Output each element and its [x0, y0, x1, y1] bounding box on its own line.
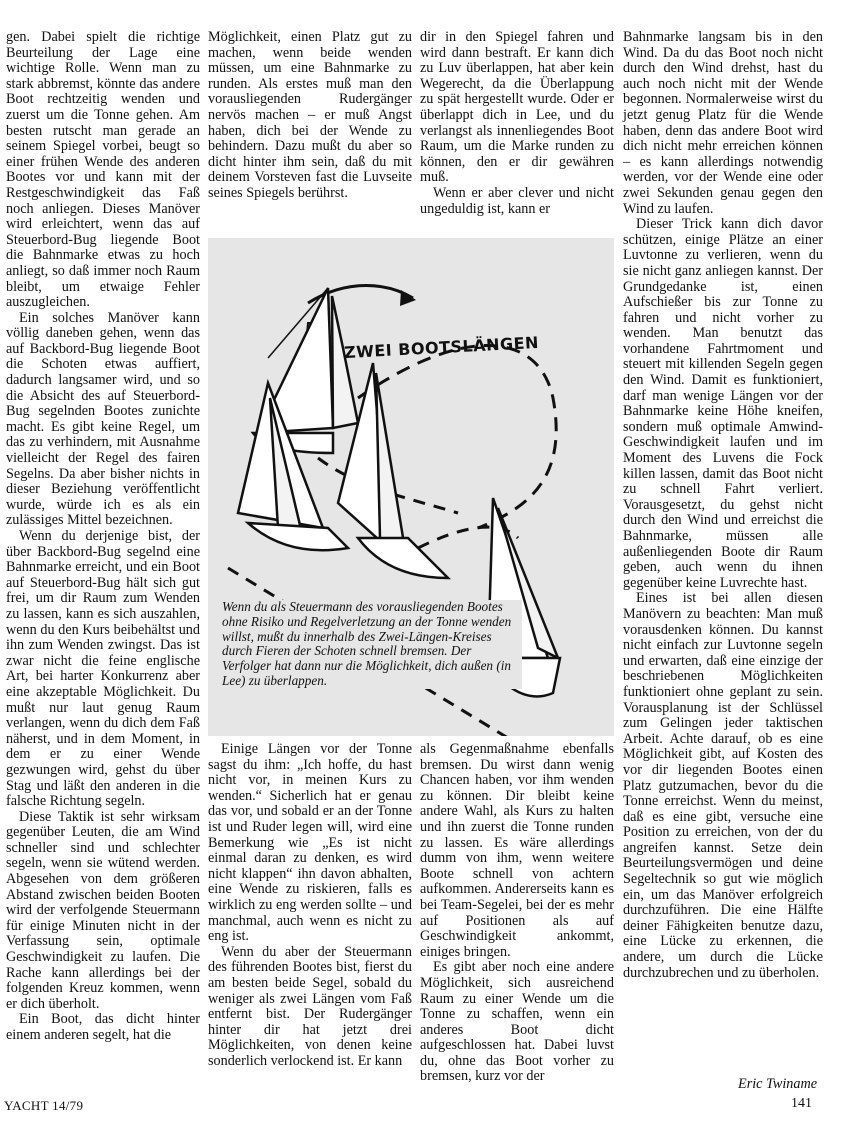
paragraph: Dieser Trick kann dich davor schützen, einige Plätze an einer Luvtonne zu verlieren, wenn du sie nicht ganz anliegen kannst. Der Grundgedanke ist, einen Aufschießer bis zur Tonne zu fahren und nicht vorher zu wenden. Man benutzt das vorhandene Fahrtmoment und steuert mit killenden Segeln gegen den Wind. Damit es funktioniert, darf man wenige Längen vor der Bahnmarke keine Höhe kneifen, sondern muß optimale Amwind-Geschwindigkeit laufen und im Moment des Luvens die Fock killen lassen, damit das Boot nicht zu schnell Fahrt verliert. Vorausgesetzt, du gehst nicht durch den Wind und erreichst die Bahnmarke, müssen alle außenliegenden Boote dir Raum geben, auch wenn du ihnen gegenüber keine Luvrechte hast.: [623, 216, 823, 591]
paragraph: Wenn er aber clever und nicht ungeduldig ist, kann er: [420, 184, 614, 217]
sailing-illustration: [208, 238, 614, 736]
paragraph: gen. Dabei spielt die richtige Beurteilung der Lage eine wichtige Rolle. Wenn man zu stark abbremst, könnte das andere Boot rechtzeitig wenden und zuerst um die Tonne gehen. Am besten rutscht man gerade an seinem Spiegel vorbei, beugt so einer frühen Wende des anderen Bootes vor und kann mit der Restgeschwindigkeit das Faß noch anliegen. Dieses Manöver wird erleichtert, wenn das auf Steuerbord-Bug liegende Boot die Bahnmarke etwas zu hoch anliegt, so daß immer noch Raum bleibt, um etwaige Fehler auszugleichen.: [6, 29, 200, 311]
article-column-2-bottom: [208, 742, 412, 1069]
paragraph: Ein Boot, das dicht hinter einem anderen segelt, hat die: [6, 1011, 200, 1043]
paragraph: Es gibt aber noch eine andere Möglichkeit, sich ausreichend Raum zu einer Wende um die Tonne zu schaffen, wenn ein anderes Boot dicht aufgeschlossen hat. Dabei luvst du, ohne das Boot vorher zu bremsen, kurz vor der: [420, 959, 614, 1085]
paragraph: Wenn du derjenige bist, der über Backbord-Bug segelnd eine Bahnmarke erreicht, und ein Boot auf Steuerbord-Bug hält sich gut frei, um dir Raum zum Wenden zu lassen, kann es sich auszahlen, wenn du den Kurs beibehältst und ihn zum Wenden zwingst. Das ist zwar nicht die feine englische Art, bei harter Konkurrenz aber eine akzeptable Möglichkeit. Du mußt nur laut genug Raum verlangen, wenn du dich dem Faß näherst, und in dem Moment, in dem er zu einer Wende gezwungen wird, gehst du über Stag und läßt den anderen in die falsche Richtung segeln.: [6, 528, 200, 810]
paragraph: Bahnmarke langsam bis in den Wind. Da du das Boot noch nicht durch den Wind drehst, hast du auch noch nicht mit der Wende begonnen. Normalerweise wirst du jetzt genug Platz für die Wende haben, denn das andere Boot wird dich nicht mehr erreichen können – es kann allerdings notwendig werden, vor der Wende eine oder zwei Sekunden genau gegen den Wind zu laufen.: [623, 29, 823, 217]
figure-label: ZWEI BOOTSLÄNGEN: [343, 332, 540, 363]
paragraph: Wenn du aber der Steuermann des führenden Bootes bist, fierst du am besten beide Segel, sobald du weniger als zwei Längen vom Faß entfernt bist. Der Rudergänger hinter dir hat jetzt drei Möglichkeiten, von denen keine sonderlich verlockend ist. Er kann: [208, 943, 412, 1069]
author-signature: Eric Twiname: [738, 1076, 817, 1092]
article-column-3-bottom: [420, 742, 614, 1085]
paragraph: Möglichkeit, einen Platz gut zu machen, wenn beide wenden müssen, um eine Bahnmarke zu runden. Als erstes muß man den vorausliegenden Rudergänger nervös machen – er muß Angst haben, dich bei der Wende zu behindern. Dazu mußt du aber so dicht hinter ihm sein, daß du mit deinem Vorsteven fast die Luvseite seines Spiegels berührst.: [208, 29, 412, 201]
article-column-3-top: [420, 30, 614, 217]
paragraph: als Gegenmaßnahme ebenfalls bremsen. Du wirst dann wenig Chancen haben, vor ihm wenden zu können. Dir bleibt keine andere Wahl, als Kurs zu halten und ihn zuerst die Tonne runden zu lassen. Es wäre allerdings dumm von ihm, wenn weitere Boote schnell von achtern aufkommen. Andererseits kann es bei Team-Segelei, bei der es mehr auf Positionen als auf Geschwindigkeit ankommt, einiges bringen.: [420, 741, 614, 960]
page-number: 141: [791, 1096, 812, 1111]
paragraph: Eines ist bei allen diesen Manövern zu beachten: Man muß vorausdenken können. Du kannst nicht einfach zur Luvtonne segeln und erwarten, daß eine einzige der beschriebenen Möglichkeiten funktioniert ohne geplant zu sein. Vorausplanung ist der Schlüssel zum Gelingen jeder taktischen Arbeit. Achte darauf, ob es eine Möglichkeit gibt, auf Kosten des vor dir liegenden Bootes einen Platz gutzumachen, bevor du die Tonne erreichst. Wenn du meinst, daß es eine gibt, versuche eine Position zu erreichen, von der du angreifen kannst. Setze dein Beurteilungsvermögen und deine Segeltechnik so gut wie möglich ein, um das Manöver erfolgreich durchzuführen. Die eine Hälfte deiner Fähigkeiten benutze dazu, eine Lücke zu erkennen, die andere, um durch die Lücke durchzubrechen und zu überholen.: [623, 590, 823, 981]
magazine-issue: YACHT 14/79: [4, 1098, 84, 1113]
figure-caption: Wenn du als Steuermann des vorausliegenden Bootes ohne Risiko und Regelverletzung an der Tonne wenden willst, mußt du innerhalb des Zwei-Längen-Kreises durch Fieren der Schoten schnell bremsen. Der Verfolger hat dann nur die Möglichkeit, dich außen (in Lee) zu überlappen.: [222, 600, 522, 689]
paragraph: dir in den Spiegel fahren und wird dann bestraft. Er kann dich zu Luv überlappen, hat aber kein Wegerecht, da die Überlappung zu spät hergestellt wurde. Oder er überlappt dich in Lee, und du verlangst als innenliegendes Boot Raum, um die Marke runden zu können, den er dir gewähren muß.: [420, 29, 614, 186]
article-column-2-top: [208, 30, 412, 202]
article-column-4: [623, 30, 823, 981]
paragraph: Diese Taktik ist sehr wirksam gegenüber Leuten, die am Wind schneller sind und schlechter segeln, wenn sie wütend werden. Abgesehen von dem größeren Abstand zwischen beiden Booten wird der verfolgende Steuermann für einige Minuten nicht in der Verfassung sein, optimale Geschwindigkeit zu laufen. Die Rache kann allerdings bei der folgenden Kreuz kommen, wenn er dich überholt.: [6, 808, 200, 1012]
article-column-1: [6, 30, 200, 1044]
paragraph: Ein solches Manöver kann völlig daneben gehen, wenn das auf Backbord-Bug liegende Boot die Schoten etwas auffiert, dadurch langsamer wird, und so die Absicht des auf Steuerbord-Bug segelnden Bootes zunichte macht. Es gibt keine Regel, um das zu verhindern, mit Ausnahme vielleicht der Regel des fairen Segelns. Da aber bisher nichts in dieser Beziehung veröffentlicht wurde, würde ich es als ein zulässiges Mittel bezeichnen.: [6, 309, 200, 529]
paragraph: Einige Längen vor der Tonne sagst du ihm: „Ich hoffe, du hast nicht vor, in meinen Kurs zu wenden.“ Sicherlich hat er genau das vor, und sobald er an der Tonne ist und Ruder legen will, wird eine Bemerkung wie „Es ist nicht einmal daran zu denken, es wird nicht klappen“ ihn davon abhalten, eine Wende zu riskieren, falls es wirklich zu eng werden sollte – und manchmal, auch wenn es nicht zu eng ist.: [208, 741, 412, 945]
